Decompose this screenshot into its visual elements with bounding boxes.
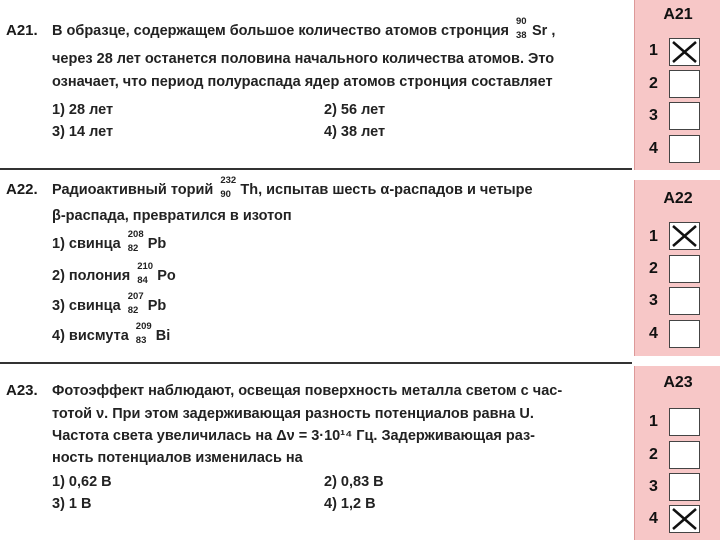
- answer-option: 4) 38 лет: [324, 124, 386, 140]
- option-label: 1) свинца: [52, 236, 121, 252]
- question-text-line: β-распада, превратился в изотоп: [52, 208, 292, 224]
- question-text-line: В образце, содержащем большое количество атомов стронция: [52, 23, 509, 39]
- panel-title: A22: [663, 190, 693, 207]
- row-label: 1: [649, 42, 658, 59]
- x-mark-icon: [670, 506, 699, 532]
- question-number: A23.: [6, 382, 38, 399]
- question-number: A21.: [6, 22, 38, 39]
- answer-checkbox-2[interactable]: [669, 255, 700, 283]
- question-text-line: через 28 лет останется половина начального количества атомов. Это: [52, 51, 555, 67]
- answer-checkbox-4[interactable]: [669, 320, 700, 348]
- question-text: [52, 16, 556, 41]
- x-mark-icon: [670, 39, 699, 65]
- row-label: 2: [649, 260, 658, 277]
- question-number: A22.: [6, 181, 38, 198]
- answer-option: 4) 1,2 В: [324, 496, 376, 512]
- row-label: 4: [649, 510, 658, 527]
- nuclide-mass: 210: [137, 261, 154, 272]
- nuclide-mass: 208: [127, 229, 144, 240]
- nuclide-strontium: [516, 16, 548, 41]
- nuclide-charge: 82: [127, 305, 139, 316]
- nuclide-symbol: Po: [157, 268, 176, 284]
- nuclide-mass: 207: [127, 291, 144, 302]
- nuclide-mass: 209: [135, 321, 152, 332]
- answer-checkbox-1[interactable]: [669, 222, 700, 250]
- row-label: 4: [649, 140, 658, 157]
- nuclide-charge: 83: [135, 335, 147, 346]
- question-text: [52, 175, 533, 200]
- question-a21: [0, 0, 632, 168]
- answer-option: [52, 291, 167, 316]
- answer-option: 2) 0,83 В: [324, 474, 384, 490]
- answer-checkbox-3[interactable]: [669, 473, 700, 501]
- question-text-line: Частота света увеличилась на Δν = 3·10¹⁴ Гц. Задерживающая раз-: [52, 428, 536, 444]
- answer-option: [52, 321, 171, 346]
- nuclide-symbol: Pb: [147, 236, 167, 252]
- nuclide-mass: 90: [516, 16, 527, 27]
- answer-checkbox-1[interactable]: [669, 38, 700, 66]
- question-text-line: означает, что период полураспада ядер атомов стронция составляет: [52, 74, 553, 90]
- answer-checkbox-2[interactable]: [669, 441, 700, 469]
- answer-option: 1) 0,62 В: [52, 474, 112, 490]
- answer-option: 2) 56 лет: [324, 102, 386, 118]
- question-text-line: тотой ν. При этом задерживающая разность потенциалов равна U.: [52, 406, 534, 422]
- nuclide-option: [127, 291, 167, 316]
- answer-checkbox-1[interactable]: [669, 408, 700, 436]
- answer-checkbox-3[interactable]: [669, 102, 700, 130]
- nuclide-charge: 82: [127, 243, 139, 254]
- nuclide-symbol: Bi: [155, 328, 171, 344]
- row-label: 2: [649, 446, 658, 463]
- nuclide-symbol: Th: [240, 182, 259, 198]
- question-text-line: Фотоэффект наблюдают, освещая поверхность металла светом с час-: [52, 383, 563, 399]
- nuclide-symbol: Sr: [532, 23, 548, 39]
- question-text-line: , испытав шесть α-распадов и четыре: [258, 182, 533, 198]
- answer-panel-a22: [634, 180, 720, 356]
- answer-checkbox-3[interactable]: [669, 287, 700, 315]
- nuclide-mass: 232: [220, 175, 237, 186]
- answer-checkbox-4[interactable]: [669, 135, 700, 163]
- question-text-line: ность потенциалов изменилась на: [52, 450, 303, 466]
- row-label: 2: [649, 75, 658, 92]
- row-label: 3: [649, 478, 658, 495]
- panel-title: A21: [663, 6, 693, 23]
- panel-title: A23: [663, 374, 693, 391]
- answer-option: [52, 261, 176, 286]
- answer-option: 3) 1 В: [52, 496, 92, 512]
- x-mark-icon: [670, 223, 699, 249]
- comma: ,: [547, 23, 556, 39]
- answer-checkbox-2[interactable]: [669, 70, 700, 98]
- option-label: 2) полония: [52, 268, 131, 284]
- question-text-line: Радиоактивный торий: [52, 182, 214, 198]
- nuclide-charge: 90: [220, 189, 231, 200]
- nuclide-option: [127, 229, 167, 254]
- answer-panel-a21: [634, 0, 720, 170]
- answer-checkbox-4[interactable]: [669, 505, 700, 533]
- nuclide-symbol: Pb: [147, 298, 167, 314]
- option-label: 3) свинца: [52, 298, 121, 314]
- question-a22: [0, 170, 632, 360]
- nuclide-charge: 38: [516, 30, 527, 41]
- row-label: 1: [649, 228, 658, 245]
- nuclide-option: [135, 321, 171, 346]
- option-label: 4) висмута: [52, 328, 129, 344]
- nuclide-option: [137, 261, 176, 286]
- row-label: 3: [649, 107, 658, 124]
- row-label: 1: [649, 413, 658, 430]
- answer-option: [52, 229, 167, 254]
- question-a23: [0, 364, 632, 540]
- answer-option: 1) 28 лет: [52, 102, 114, 118]
- answer-panel-a23: [634, 366, 720, 540]
- nuclide-charge: 84: [137, 275, 148, 286]
- row-label: 4: [649, 325, 658, 342]
- answer-option: 3) 14 лет: [52, 124, 114, 140]
- row-label: 3: [649, 292, 658, 309]
- nuclide-thorium: [220, 175, 259, 200]
